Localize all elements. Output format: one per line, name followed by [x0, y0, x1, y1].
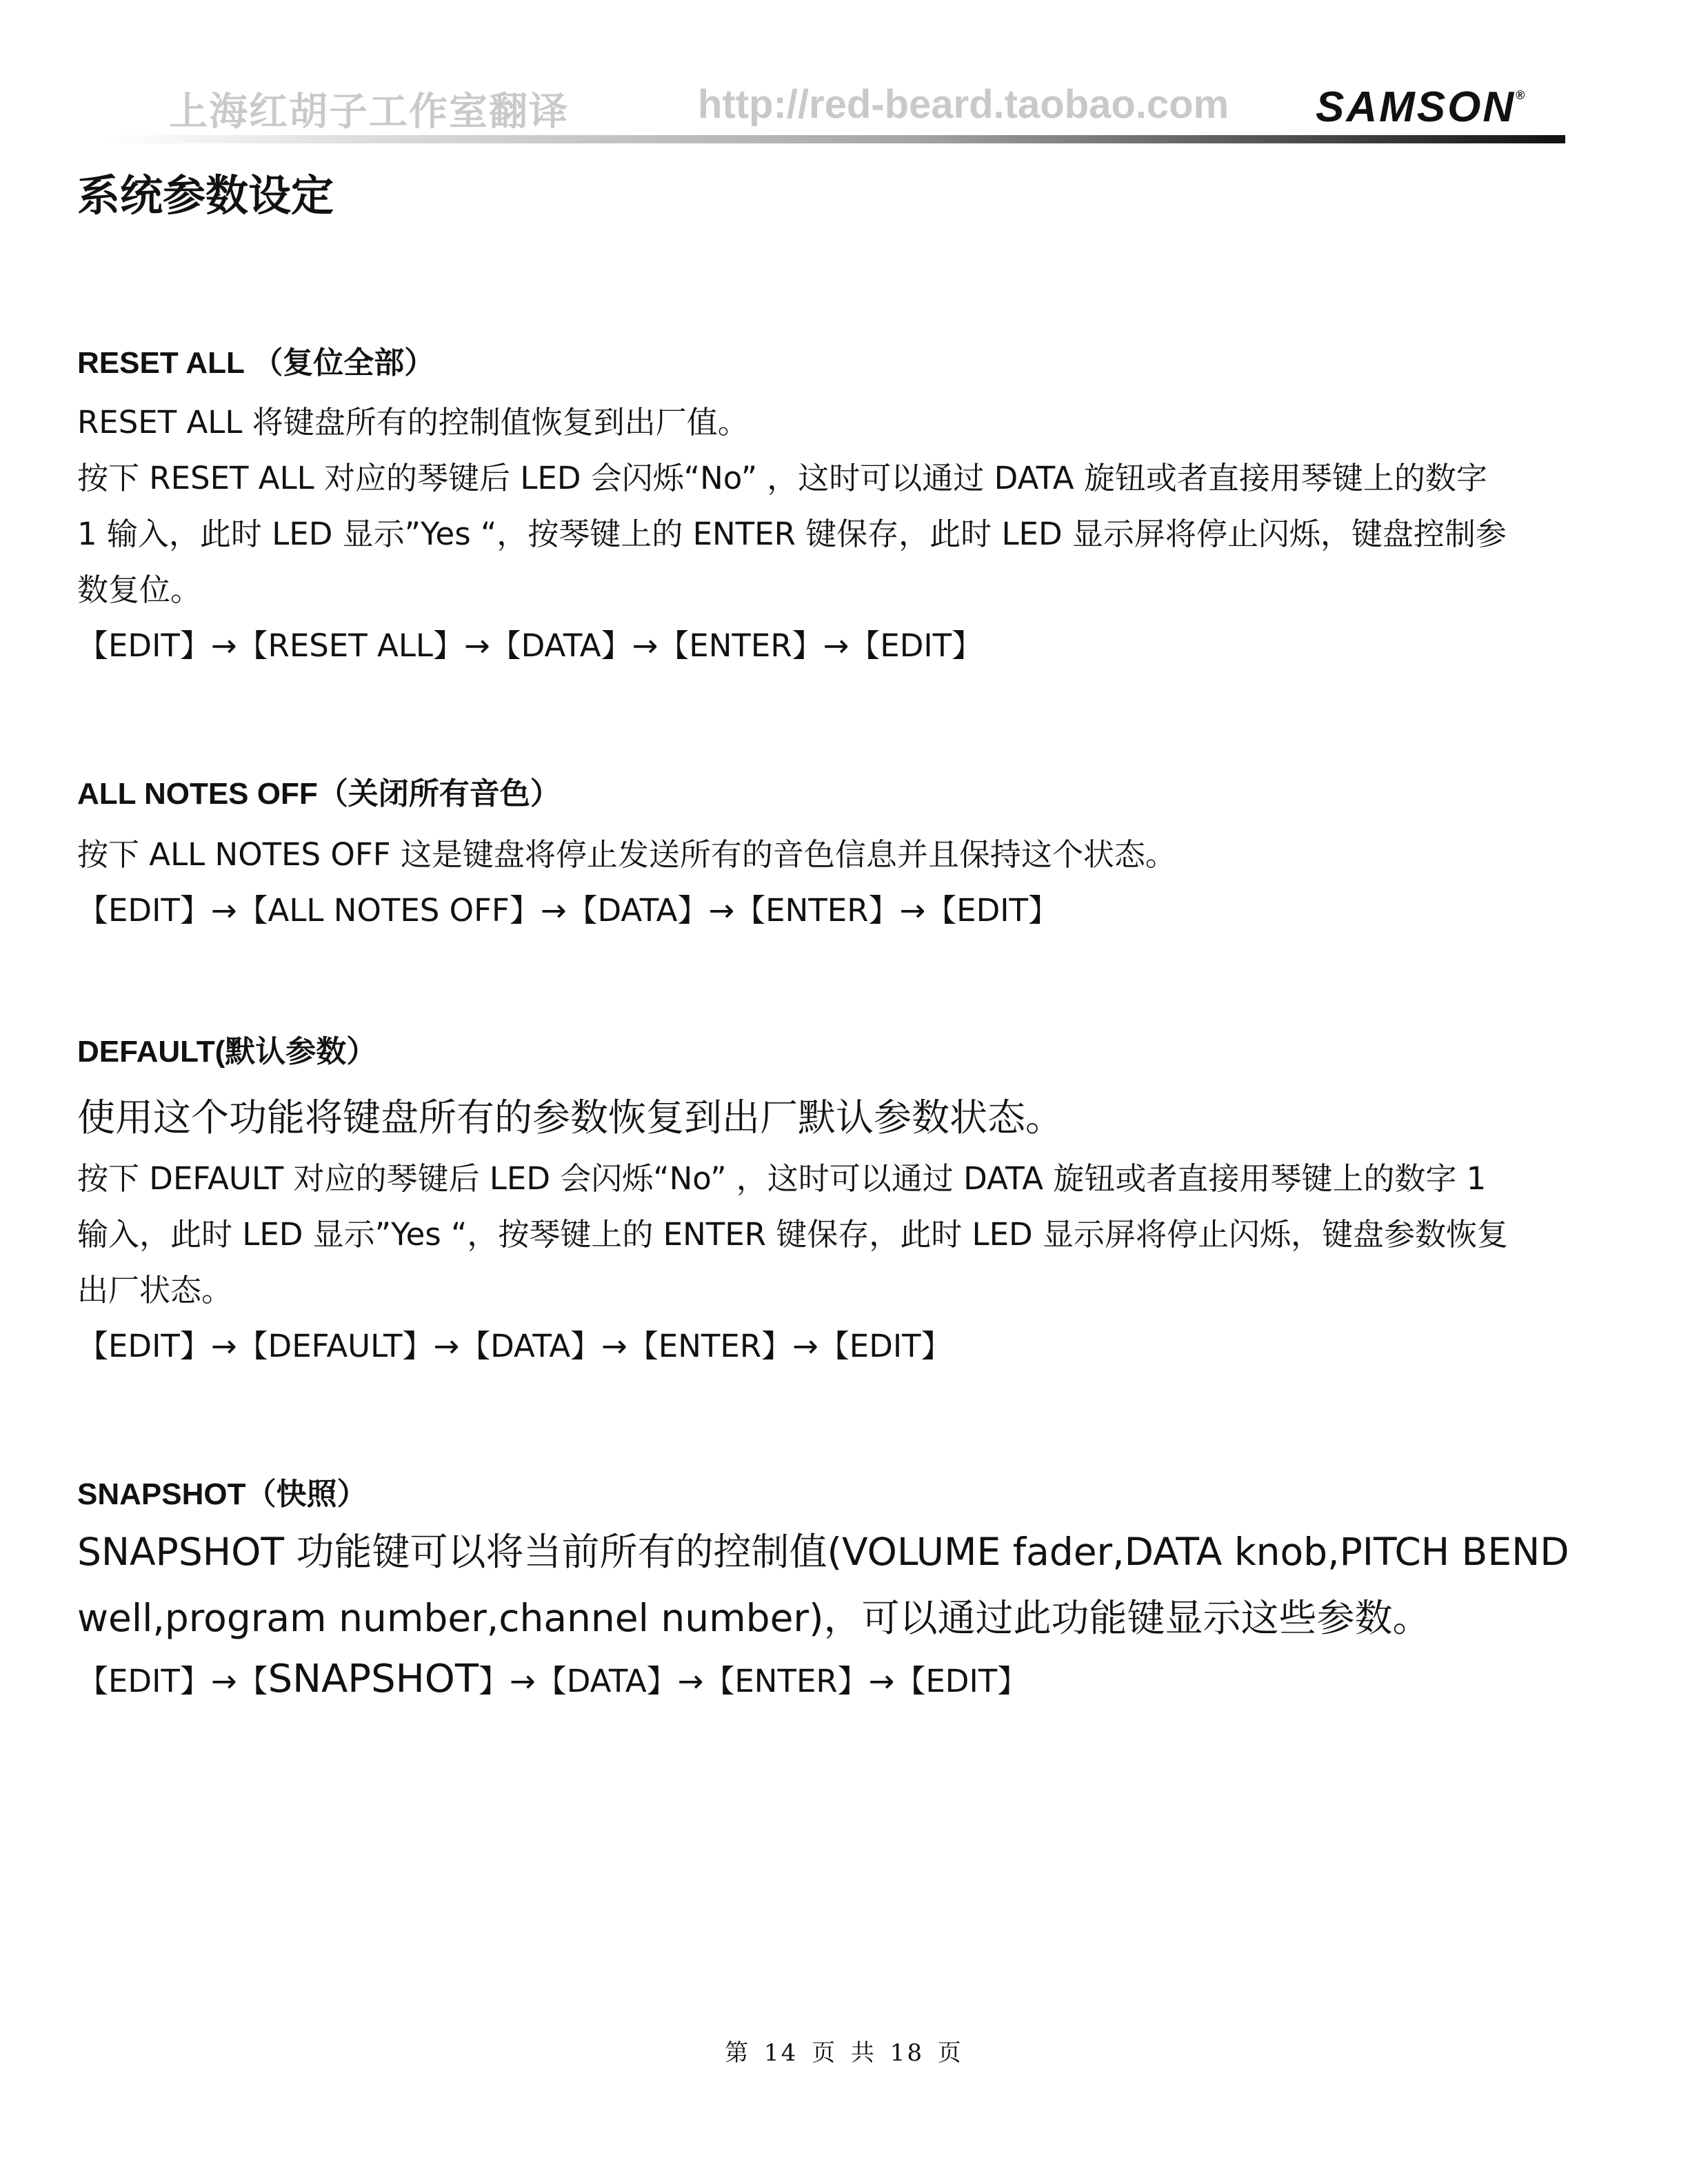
key-path-part: 】→【DATA】→【ENTER】→【EDIT】: [479, 1663, 1029, 1699]
key-path: 【EDIT】→【RESET ALL】→【DATA】→【ENTER】→【EDIT】: [77, 627, 983, 664]
section-title: DEFAULT(默认参数）: [77, 1035, 377, 1069]
logo-text: SAMSON: [1316, 83, 1516, 131]
lead-line: SNAPSHOT 功能键可以将当前所有的控制值(VOLUME fader,DATA knob,PITCH BEND: [77, 1530, 1569, 1574]
paragraph-line: 1 输入，此时 LED 显示”Yes “，按琴键上的 ENTER 键保存，此时 LED 显示屏将停止闪烁，键盘控制参: [77, 516, 1507, 552]
lead-line: 使用这个功能将键盘所有的参数恢复到出厂默认参数状态。: [77, 1095, 1064, 1140]
paragraph-line: 出厂状态。: [77, 1272, 233, 1308]
page-title: 系统参数设定: [77, 170, 334, 221]
header-url: http://red-beard.taobao.com: [698, 82, 1229, 127]
header-translator-credit: 上海红胡子工作室翻译: [169, 90, 569, 134]
section-all-notes-off: [77, 770, 1608, 938]
header-rule: [103, 135, 1565, 143]
section-title: SNAPSHOT（快照）: [77, 1477, 368, 1511]
paragraph-line: 数复位。: [77, 572, 202, 608]
samson-logo: [1316, 83, 1525, 132]
section-default: [77, 1028, 1608, 1374]
paragraph-line: RESET ALL 将键盘所有的控制值恢复到出厂值。: [77, 404, 749, 441]
key-path: [77, 1651, 1608, 1709]
key-path-part: SNAPSHOT: [268, 1657, 479, 1701]
page-footer: 第 14 页 共 18 页: [725, 2039, 963, 2067]
paragraph-line: 按下 DEFAULT 对应的琴键后 LED 会闪烁“No” ，这时可以通过 DATA 旋钮或者直接用琴键上的数字 1: [77, 1160, 1487, 1197]
section-title: RESET ALL （复位全部）: [77, 346, 435, 380]
key-path-part: 【EDIT】→【: [77, 1663, 268, 1699]
section-reset-all: [77, 339, 1608, 674]
paragraph-line: 按下 RESET ALL 对应的琴键后 LED 会闪烁“No” ，这时可以通过 DATA 旋钮或者直接用琴键上的数字: [77, 460, 1487, 496]
key-path: 【EDIT】→【DEFAULT】→【DATA】→【ENTER】→【EDIT】: [77, 1328, 952, 1364]
paragraph-line: 按下 ALL NOTES OFF 这是键盘将停止发送所有的音色信息并且保持这个状态。: [77, 836, 1176, 873]
page-header: [0, 0, 1688, 152]
section-snapshot: [77, 1470, 1608, 1709]
lead-line: well,program number,channel number)，可以通过此功能键显示这些参数。: [77, 1596, 1431, 1640]
section-title: ALL NOTES OFF（关闭所有音色）: [77, 777, 561, 811]
registered-mark: ®: [1516, 88, 1525, 102]
paragraph-line: 输入，此时 LED 显示”Yes “，按琴键上的 ENTER 键保存，此时 LED 显示屏将停止闪烁，键盘参数恢复: [77, 1216, 1508, 1253]
key-path: 【EDIT】→【ALL NOTES OFF】→【DATA】→【ENTER】→【EDIT】: [77, 892, 1060, 929]
document-body: [77, 163, 1608, 1709]
